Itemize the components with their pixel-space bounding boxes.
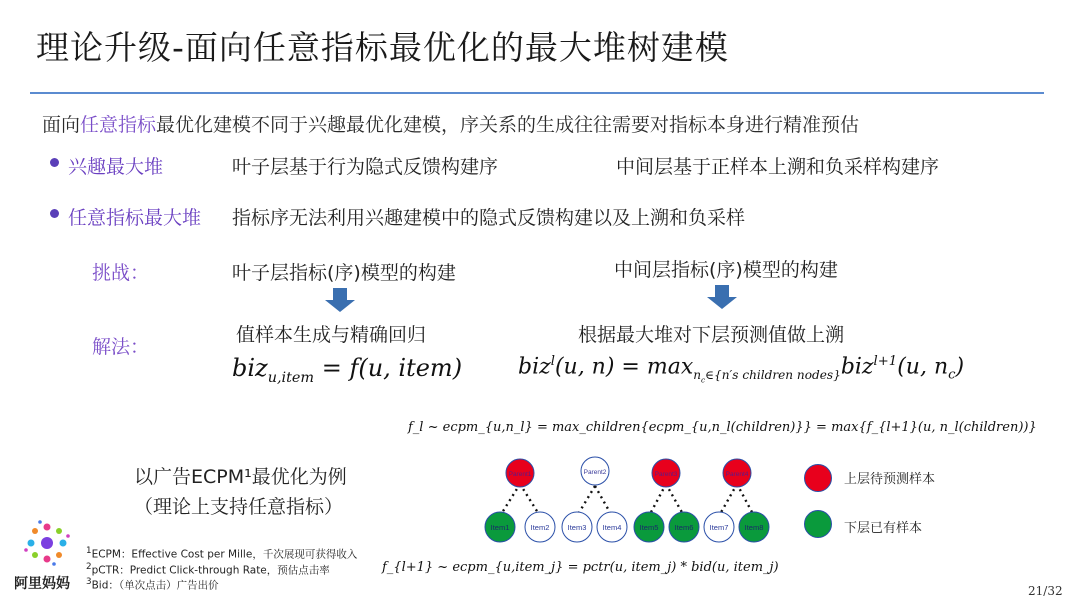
bullet-1-text1: 叶子层基于行为隐式反馈构建序 — [232, 156, 499, 178]
mid-formula-rhs-sup: l+1 — [873, 354, 898, 369]
title-divider — [30, 92, 1044, 94]
solution-label: 解法： — [92, 336, 150, 358]
footnote-1-text: ECPM：Effective Cost per Mille，千次展现可获得收入 — [91, 548, 358, 561]
leaf-formula-sub: u,item — [267, 369, 315, 386]
footnote-1 — [86, 546, 357, 562]
challenge-left: 叶子层指标(序)模型的构建 — [232, 262, 456, 284]
bullet-1-label: 兴趣最大堆 — [68, 156, 164, 178]
mid-formula-maxsub: n — [693, 367, 702, 382]
leaf-formula — [232, 354, 462, 386]
alimama-logo-icon — [22, 518, 72, 568]
tree-item-label: Item4 — [602, 523, 622, 532]
footnote-2 — [86, 562, 330, 578]
tree-parent-label: Parent4 — [725, 471, 749, 478]
footnote-2-num: 2 — [86, 562, 92, 572]
bullet-2-dot — [50, 209, 59, 218]
slide-title: 理论升级-面向任意指标最优化的最大堆树建模 — [36, 28, 729, 67]
legend-red-swatch — [804, 464, 832, 492]
challenge-label: 挑战： — [92, 262, 150, 284]
legend-red-label: 上层待预测样本 — [844, 472, 936, 487]
intro-prefix: 面向 — [42, 114, 81, 136]
intro-highlight: 任意指标 — [80, 114, 157, 136]
intro-suffix: 最优化建模不同于兴趣最优化建模，序关系的生成往往需要对指标本身进行精准预估 — [156, 114, 860, 136]
tree-bottom-formula: f_{l+1} ~ ecpm_{u,item_j} = pctr(u, item_j) * bid(u, item_j) — [382, 560, 779, 575]
heap-tree-diagram — [440, 440, 800, 560]
tree-item-label: Item2 — [530, 523, 550, 532]
mid-formula-rhs-close: ) — [955, 354, 965, 380]
mid-formula — [518, 354, 964, 384]
mid-formula-sup: l — [550, 354, 555, 369]
tree-parent-label: Parent3 — [654, 471, 678, 478]
mid-formula-rhs-sub: c — [948, 367, 956, 383]
page-number: 21/32 — [1028, 584, 1063, 598]
tree-parent-label: Parent2 — [583, 469, 607, 476]
example-line1: 以广告ECPM¹最优化为例 — [134, 466, 347, 488]
tree-item-label: Item5 — [639, 523, 659, 532]
bullet-2-text1: 指标序无法利用兴趣建模中的隐式反馈构建以及上溯和负采样 — [232, 207, 746, 229]
leaf-formula-rhs: = f(u, item) — [314, 354, 463, 382]
mid-formula-args: (u, n) = max — [554, 354, 694, 380]
mid-formula-rhs-args: (u, n — [897, 354, 949, 380]
legend-green-swatch — [804, 510, 832, 538]
mid-formula-lhs: biz — [518, 354, 551, 380]
bullet-1-text2: 中间层基于正样本上溯和负采样构建序 — [616, 156, 940, 178]
mid-formula-maxsubrest: ∈{n′s children nodes} — [705, 367, 841, 382]
legend-green-label: 下层已有样本 — [844, 521, 923, 536]
footnote-1-num: 1 — [86, 546, 92, 556]
intro-text — [42, 110, 859, 137]
tree-item-label: Item7 — [709, 523, 729, 532]
footnote-2-text: pCTR：Predict Click-through Rate，预估点击率 — [91, 564, 330, 577]
bullet-2-label: 任意指标最大堆 — [68, 207, 202, 229]
example-line2: （理论上支持任意指标） — [134, 496, 344, 518]
bullet-1-dot — [50, 158, 59, 167]
footnote-3-text: Bid：（单次点击）广告出价 — [91, 579, 219, 592]
footnote-3-num: 3 — [86, 577, 92, 587]
mid-formula-maxsubsub: c — [701, 375, 706, 385]
leaf-formula-lhs: biz — [232, 354, 268, 382]
solution-right: 根据最大堆对下层预测值做上溯 — [578, 324, 845, 346]
logo-name: 阿里妈妈 — [14, 576, 70, 592]
mid-formula-rhs: biz — [840, 354, 874, 380]
tree-item-label: Item3 — [567, 523, 587, 532]
tree-item-label: Item8 — [744, 523, 764, 532]
tree-top-formula: f_l ~ ecpm_{u,n_l} = max_children{ecpm_{u,n_l(children)}} = max{f_{l+1}(u, n_l(children))} — [408, 420, 1037, 435]
tree-parent-label: Parent1 — [508, 471, 532, 478]
footnote-3 — [86, 577, 219, 593]
tree-item-label: Item1 — [490, 523, 510, 532]
solution-left: 值样本生成与精确回归 — [236, 324, 427, 346]
challenge-right: 中间层指标(序)模型的构建 — [614, 259, 838, 281]
tree-item-label: Item6 — [674, 523, 694, 532]
